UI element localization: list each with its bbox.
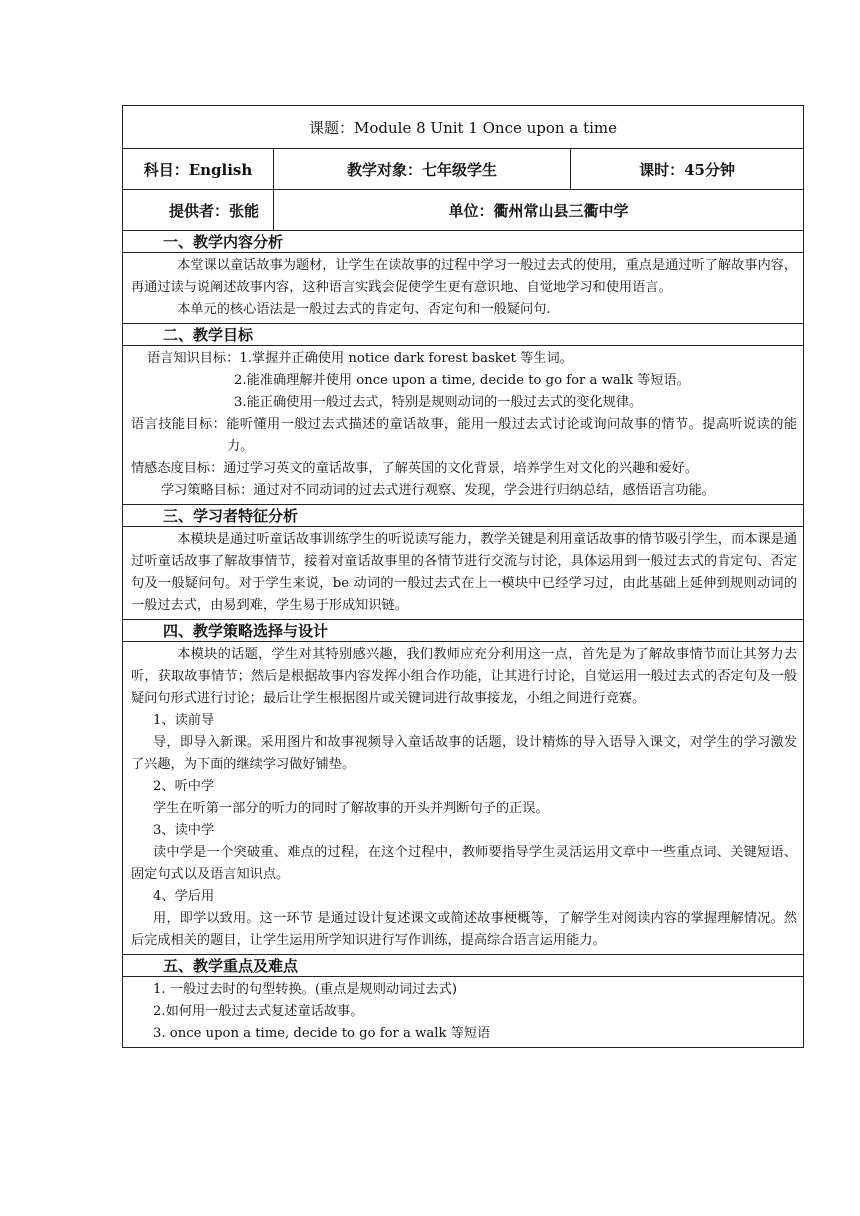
step-4-title: 4、学后用 <box>153 889 215 904</box>
lesson-title: 课题：Module 8 Unit 1 Once upon a time <box>123 106 804 149</box>
class-hours-cell: 课时：45分钟 <box>571 149 804 190</box>
step-3-title: 3、读中学 <box>153 823 215 838</box>
knowledge-goal-2: 2.能准确理解并使用 once upon a time, decide to go for a walk 等短语。 <box>234 373 690 388</box>
section-heading-key-points: 五、教学重点及难点 <box>123 955 804 977</box>
lesson-plan <box>122 105 803 1048</box>
step-3-text: 读中学是一个突破重、难点的过程，在这个过程中，教师要指导学生灵活运用文章中一些重点词、关键短语、固定句式以及语言知识点。 <box>131 845 798 882</box>
provider-cell: 提供者：张能 <box>123 190 274 231</box>
step-2-text: 学生在听第一部分的听力的同时了解故事的开头并判断句子的正误。 <box>153 801 549 816</box>
content-analysis-grammar: 本单元的核心语法是一般过去式的肯定句、否定句和一般疑问句. <box>177 302 551 317</box>
school-unit-cell: 单位：衢州常山县三衢中学 <box>274 190 804 231</box>
key-point-3: 3. once upon a time, decide to go for a walk 等短语 <box>153 1026 491 1041</box>
section-heading-strategy: 四、教学策略选择与设计 <box>123 620 804 642</box>
subject-cell: 科目：English <box>123 149 274 190</box>
knowledge-goal-1 <box>131 348 797 370</box>
lesson-plan-table <box>122 105 804 1048</box>
step-1-text: 导，即导入新课。采用图片和故事视频导入童话故事的话题，设计精炼的导入语导入课文，对学生的学习激发了兴趣，为下面的继续学习做好铺垫。 <box>131 735 798 772</box>
step-1-title: 1、读前导 <box>153 713 215 728</box>
content-analysis-body <box>123 253 804 324</box>
skill-goal: 语言技能目标：能听懂用一般过去式描述的童话故事，能用一般过去式讨论或询问故事的情节。提高听说读的能力。 <box>131 417 798 454</box>
learners-body <box>123 527 804 620</box>
knowledge-goal-label: 语言知识目标： <box>147 351 240 366</box>
strategy-body <box>123 642 804 955</box>
emotion-goal: 情感态度目标：通过学习英文的童话故事，了解英国的文化背景，培养学生对文化的兴趣和爱好。 <box>131 461 699 476</box>
strategy-goal: 学习策略目标：通过对不同动词的过去式进行观察、发现，学会进行归纳总结，感悟语言功能。 <box>161 483 715 498</box>
key-points-body <box>123 977 804 1048</box>
step-4-text: 用，即学以致用。这一环节 是通过设计复述课文或简述故事梗概等，了解学生对阅读内容的掌握理解情况。然后完成相关的题目，让学生运用所学知识进行写作训练，提高综合语言运用能力。 <box>131 911 798 948</box>
strategy-intro: 本模块的话题，学生对其特别感兴趣，我们教师应充分利用这一点，首先是为了解故事情节而让其努力去听，获取故事情节；然后是根据故事内容发挥小组合作功能，让其进行讨论，自觉运用一般过去式的否定句及一般疑问句形式进行讨论；最后让学生根据图片或关键词进行故事接龙，小组之间进行竞赛。 <box>131 647 798 706</box>
key-point-1: 1. 一般过去时的句型转换。(重点是规则动词过去式) <box>153 982 457 997</box>
section-heading-objectives: 二、教学目标 <box>123 324 804 346</box>
content-analysis-paragraph: 本堂课以童话故事为题材，让学生在读故事的过程中学习一般过去式的使用，重点是通过听了解故事内容，再通过读与说阐述故事内容，这种语言实践会促使学生更有意识地、自觉地学习和使用语言。 <box>131 258 798 295</box>
knowledge-goal-3: 3.能正确使用一般过去式，特别是规则动词的一般过去式的变化规律。 <box>234 395 643 410</box>
knowledge-goal-1-text: 1.掌握并正确使用 notice dark forest basket 等生词。 <box>239 351 573 366</box>
learners-paragraph: 本模块是通过听童话故事训练学生的听说读写能力，教学关键是利用童话故事的情节吸引学生，而本课是通过听童话故事了解故事情节，接着对童话故事里的各情节进行交流与讨论，具体运用到一般过去式的肯定句、否定句及一般疑问句。对于学生来说，be 动词的一般过去式在上一模块中已经学习过，由此基础上延伸到规则动词的一般过去式，由易到难，学生易于形成知识链。 <box>131 532 798 613</box>
section-heading-content-analysis: 一、教学内容分析 <box>123 231 804 253</box>
target-audience-cell: 教学对象：七年级学生 <box>274 149 571 190</box>
objectives-body <box>123 346 804 505</box>
key-point-2: 2.如何用一般过去式复述童话故事。 <box>153 1004 364 1019</box>
section-heading-learners: 三、学习者特征分析 <box>123 505 804 527</box>
step-2-title: 2、听中学 <box>153 779 215 794</box>
